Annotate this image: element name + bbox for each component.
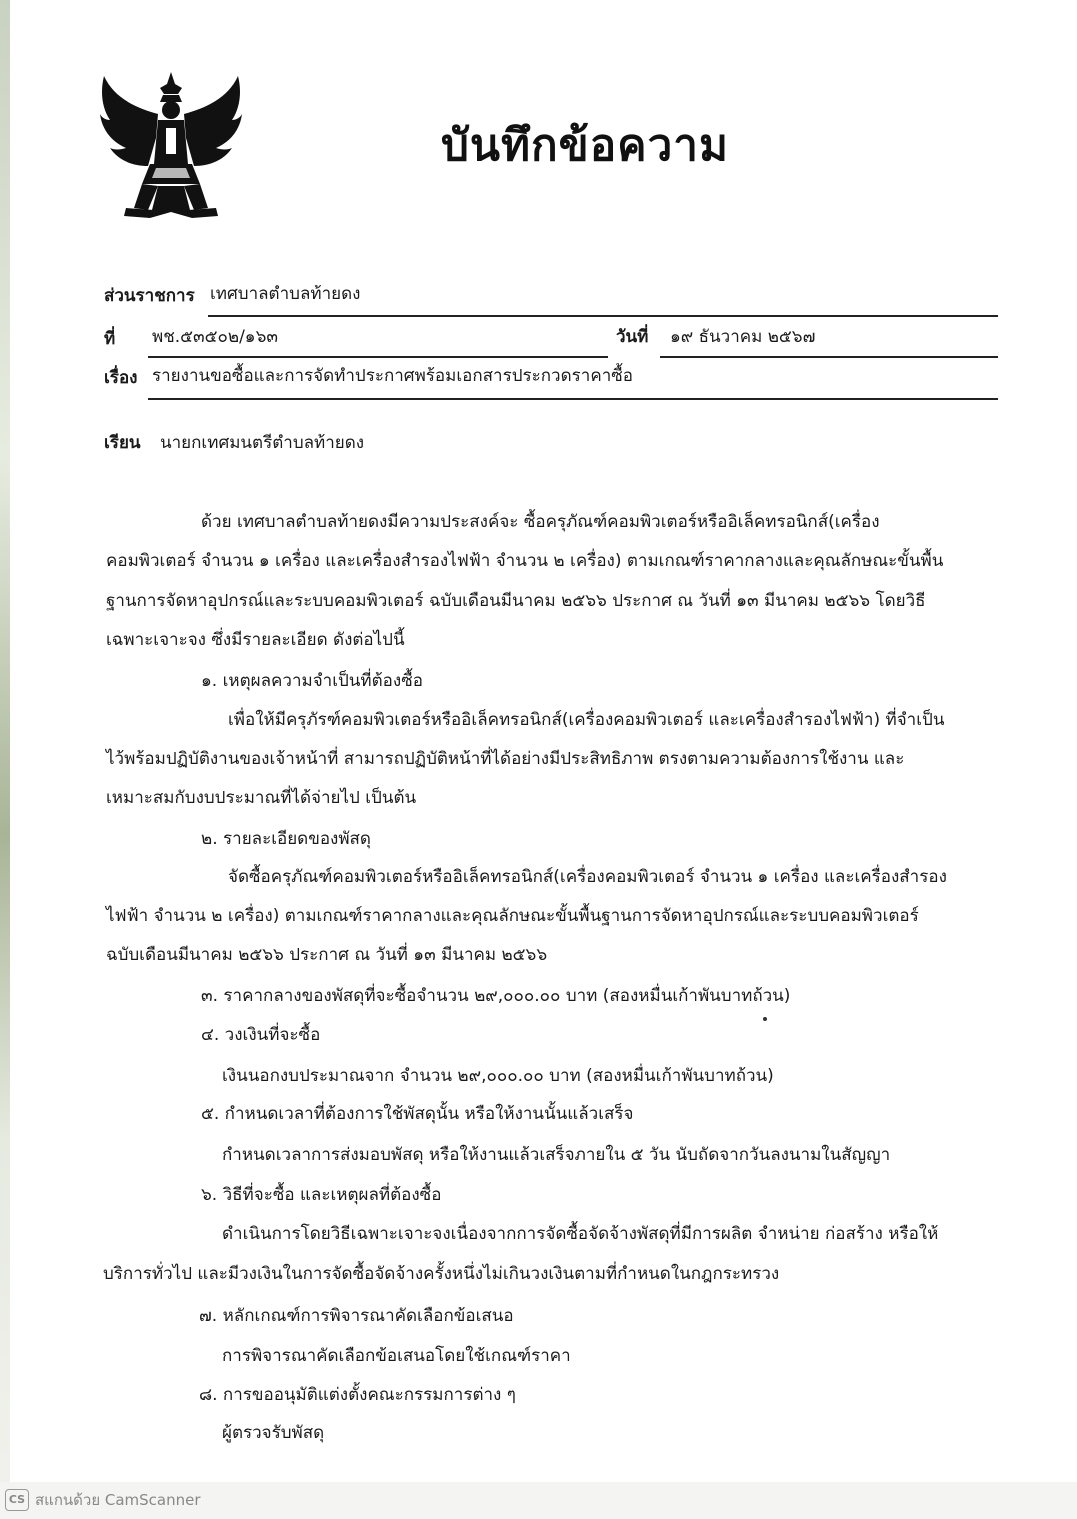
section-5-text: กำหนดเวลาการส่งมอบพัสดุ หรือให้งานแล้วเสร็จภายใน ๕ วัน นับถัดจากวันลงนามในสัญญา	[222, 1145, 891, 1165]
document-title: บันทึกข้อความ	[441, 120, 730, 171]
section-7-heading: ๗. หลักเกณฑ์การพิจารณาคัดเลือกข้อเสนอ	[199, 1306, 514, 1326]
ref-rule	[148, 356, 608, 358]
scan-edge-shadow	[0, 0, 10, 1519]
section-4-text: เงินนอกงบประมาณจาก จำนวน ๒๙,๐๐๐.๐๐ บาท (สองหมื่นเก้าพันบาทถ้วน)	[222, 1066, 774, 1086]
ref-label: ที่	[104, 329, 116, 349]
intro-line-4: เฉพาะเจาะจง ซึ่งมีรายละเอียด ดังต่อไปนี้	[106, 630, 405, 650]
section-4-heading: ๔. วงเงินที่จะซื้อ	[201, 1025, 321, 1045]
section-1-line-1: เพื่อให้มีครุภัรฑ์คอมพิวเตอร์หรืออิเล็คทรอนิกส์(เครื่องคอมพิวเตอร์ และเครื่องสำรองไฟฟ้า) ที่จำเป็น	[228, 710, 945, 730]
ref-value: พช.๕๓๕๐๒/๑๖๓	[152, 327, 279, 347]
intro-line-3: ฐานการจัดหาอุปกรณ์และระบบคอมพิวเตอร์ ฉบับเดือนมีนาคม ๒๕๖๖ ประกาศ ณ วันที่ ๑๓ มีนาคม ๒๕๖๖ โดยวิธี	[106, 591, 926, 611]
section-8-text: ผู้ตรวจรับพัสดุ	[222, 1423, 325, 1443]
agency-label: ส่วนราชการ	[104, 286, 195, 306]
section-2-line-3: ฉบับเดือนมีนาคม ๒๕๖๖ ประกาศ ณ วันที่ ๑๓ มีนาคม ๒๕๖๖	[106, 945, 548, 965]
scan-speck	[763, 1017, 767, 1021]
date-rule	[660, 356, 998, 358]
section-2-line-2: ไฟฟ้า จำนวน ๒ เครื่อง) ตามเกณฑ์ราคากลางและคุณลักษณะขั้นพื้นฐานการจัดหาอุปกรณ์และระบบคอมพิวเตอร์	[106, 906, 919, 926]
section-5-heading: ๕. กำหนดเวลาที่ต้องการใช้พัสดุนั้น หรือให้งานนั้นแล้วเสร็จ	[201, 1104, 634, 1124]
section-6-line-1: ดำเนินการโดยวิธีเฉพาะเจาะจงเนื่องจากการจัดซื้อจัดจ้างพัสดุที่มีการผลิต จำหน่าย ก่อสร้าง หรือให้	[222, 1224, 939, 1244]
agency-value: เทศบาลตำบลท้ายดง	[210, 284, 361, 304]
salutation-recipient: นายกเทศมนตรีตำบลท้ายดง	[160, 433, 365, 453]
camscanner-text: สแกนด้วย CamScanner	[35, 1491, 201, 1509]
intro-line-2: คอมพิวเตอร์ จำนวน ๑ เครื่อง และเครื่องสำรองไฟฟ้า จำนวน ๒ เครื่อง) ตามเกณฑ์ราคากลางและคุณลักษณะขั้นพื้น	[106, 551, 944, 571]
section-2-line-1: จัดซื้อครุภัณฑ์คอมพิวเตอร์หรืออิเล็คทรอนิกส์(เครื่องคอมพิวเตอร์ จำนวน ๑ เครื่อง และเครื่องสำรอง	[228, 867, 947, 887]
section-1-heading: ๑. เหตุผลความจำเป็นที่ต้องซื้อ	[201, 671, 423, 691]
subject-rule	[148, 398, 998, 400]
section-3-heading: ๓. ราคากลางของพัสดุที่จะซื้อจำนวน ๒๙,๐๐๐.๐๐ บาท (สองหมื่นเก้าพันบาทถ้วน)	[201, 986, 791, 1006]
date-value: ๑๙ ธันวาคม ๒๕๖๗	[670, 327, 816, 347]
camscanner-watermark	[5, 1488, 201, 1512]
section-2-heading: ๒. รายละเอียดของพัสดุ	[201, 829, 371, 849]
section-8-heading: ๘. การขออนุมัติแต่งตั้งคณะกรรมการต่าง ๆ	[199, 1385, 516, 1405]
section-6-line-2: บริการทั่วไป และมีวงเงินในการจัดซื้อจัดจ้างครั้งหนึ่งไม่เกินวงเงินตามที่กำหนดในกฎกระทรวง	[103, 1264, 780, 1284]
section-7-text: การพิจารณาคัดเลือกข้อเสนอโดยใช้เกณฑ์ราคา	[222, 1346, 571, 1366]
section-6-heading: ๖. วิธีที่จะซื้อ และเหตุผลที่ต้องซื้อ	[201, 1185, 442, 1205]
agency-rule	[208, 315, 998, 317]
camscanner-logo-icon: CS	[5, 1489, 29, 1511]
subject-value: รายงานขอซื้อและการจัดทำประกาศพร้อมเอกสารประกวดราคาซื้อ	[152, 366, 633, 386]
section-1-line-3: เหมาะสมกับงบประมาณที่ได้จ่ายไป เป็นต้น	[106, 788, 417, 808]
subject-label: เรื่อง	[104, 368, 138, 388]
section-1-line-2: ไว้พร้อมปฏิบัติงานของเจ้าหน้าที่ สามารถปฏิบัติหน้าที่ได้อย่างมีประสิทธิภาพ ตรงตามความต้องการใช้งาน และ	[106, 749, 905, 769]
salutation-label: เรียน	[104, 433, 141, 453]
intro-line-1: ด้วย เทศบาลตำบลท้ายดงมีความประสงค์จะ ซื้อครุภัณฑ์คอมพิวเตอร์หรืออิเล็คทรอนิกส์(เครื่อง	[201, 512, 880, 532]
garuda-emblem-icon	[96, 68, 246, 228]
date-label: วันที่	[616, 327, 649, 347]
